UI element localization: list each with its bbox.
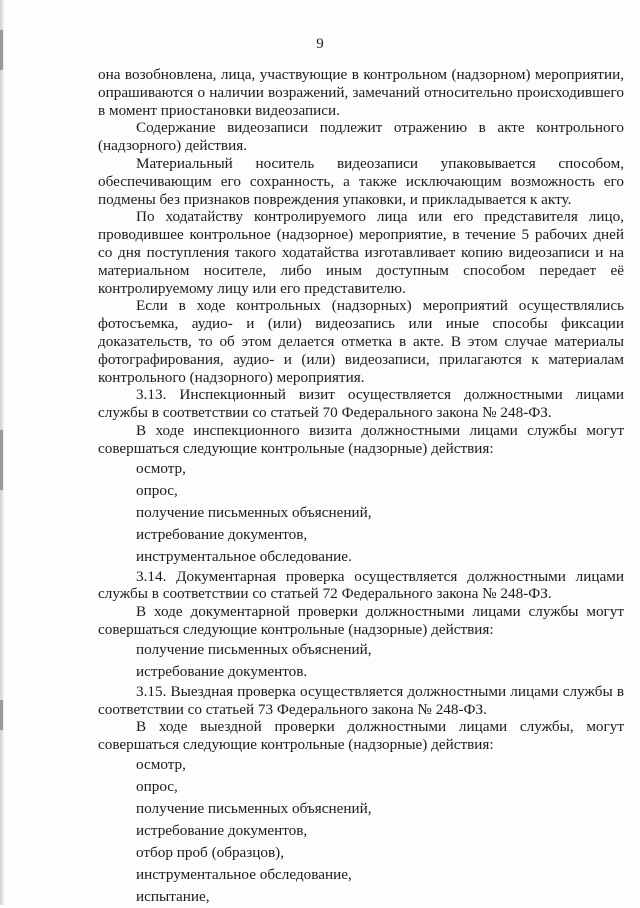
list-item: истребование документов.	[136, 662, 308, 680]
list-item: инструментальное обследование,	[136, 865, 352, 883]
section-3-13: 3.13. Инспекционный визит осуществляется должностными лицами службы в соответствии со статьей 70 Федерального закона № 248-ФЗ.	[98, 386, 624, 422]
paragraph: Материальный носитель видеозаписи упаковывается способом, обеспечивающим его сохранность, а также исключающим возможность его подмены без признаков повреждения упаковки, и прикладывается к акту.	[98, 154, 624, 208]
paragraph: Если в ходе контрольных (надзорных) мероприятий осуществлялись фотосъемка, аудио- и (или) видеозапись или иные способы фиксации доказательств, то об этом делается отметка в акте. В этом случае материалы фотографирования, аудио- и (или) видеозаписи, прилагаются к материалам контрольного (надзорного) мероприятия.	[98, 297, 624, 386]
paragraph: В ходе инспекционного визита должностными лицами службы могут совершаться следующие контрольные (надзорные) действия:	[98, 421, 624, 457]
list-item: инструментальное обследование.	[136, 547, 352, 565]
list-item: получение письменных объяснений,	[136, 503, 372, 521]
page-number: 9	[316, 36, 324, 52]
list-item: истребование документов,	[136, 525, 308, 543]
list-item: опрос,	[136, 481, 178, 499]
list-onsite-actions	[98, 754, 624, 908]
paragraph: она возобновлена, лица, участвующие в контрольном (надзорном) мероприятии, опрашиваются о наличии возражений, замечаний относительно происходившего в момент приостановки видеозаписи.	[98, 66, 624, 119]
list-item: осмотр,	[136, 755, 186, 773]
list-item: опрос,	[136, 777, 178, 795]
list-documentary-actions	[98, 639, 624, 683]
list-item: осмотр,	[136, 459, 186, 477]
list-item: получение письменных объяснений,	[136, 799, 372, 817]
list-item: истребование документов,	[136, 821, 308, 839]
list-item: отбор проб (образцов),	[136, 843, 285, 861]
list-item: получение письменных объяснений,	[136, 640, 372, 658]
list-inspection-actions	[98, 458, 624, 568]
section-3-15: 3.15. Выездная проверка осуществляется должностными лицами службы в соответствии со статьей 73 Федерального закона № 248-ФЗ.	[98, 682, 624, 718]
section-3-14: 3.14. Документарная проверка осуществляется должностными лицами службы в соответствии со статьей 72 Федерального закона № 248-ФЗ.	[98, 567, 624, 603]
paragraph: В ходе документарной проверки должностными лицами службы могут совершаться следующие контрольные (надзорные) действия:	[98, 603, 624, 638]
paragraph: В ходе выездной проверки должностными лицами службы, могут совершаться следующие контрольные (надзорные) действия:	[98, 718, 624, 754]
paragraph: Содержание видеозаписи подлежит отражению в акте контрольного (надзорного) действия.	[98, 119, 624, 155]
scan-mark	[0, 700, 3, 730]
list-item: испытание,	[136, 887, 210, 905]
document-body	[98, 66, 624, 908]
scan-mark	[0, 430, 3, 490]
paragraph: По ходатайству контролируемого лица или его представителя лицо, проводившее контрольное (надзорное) мероприятие, в течение 5 рабочих дней со дня поступления такого ходатайства изготавливает копию видеозаписи и на материальном носителе, либо иным доступным способом передает её контролируемому лицу или его представителю.	[98, 208, 624, 297]
